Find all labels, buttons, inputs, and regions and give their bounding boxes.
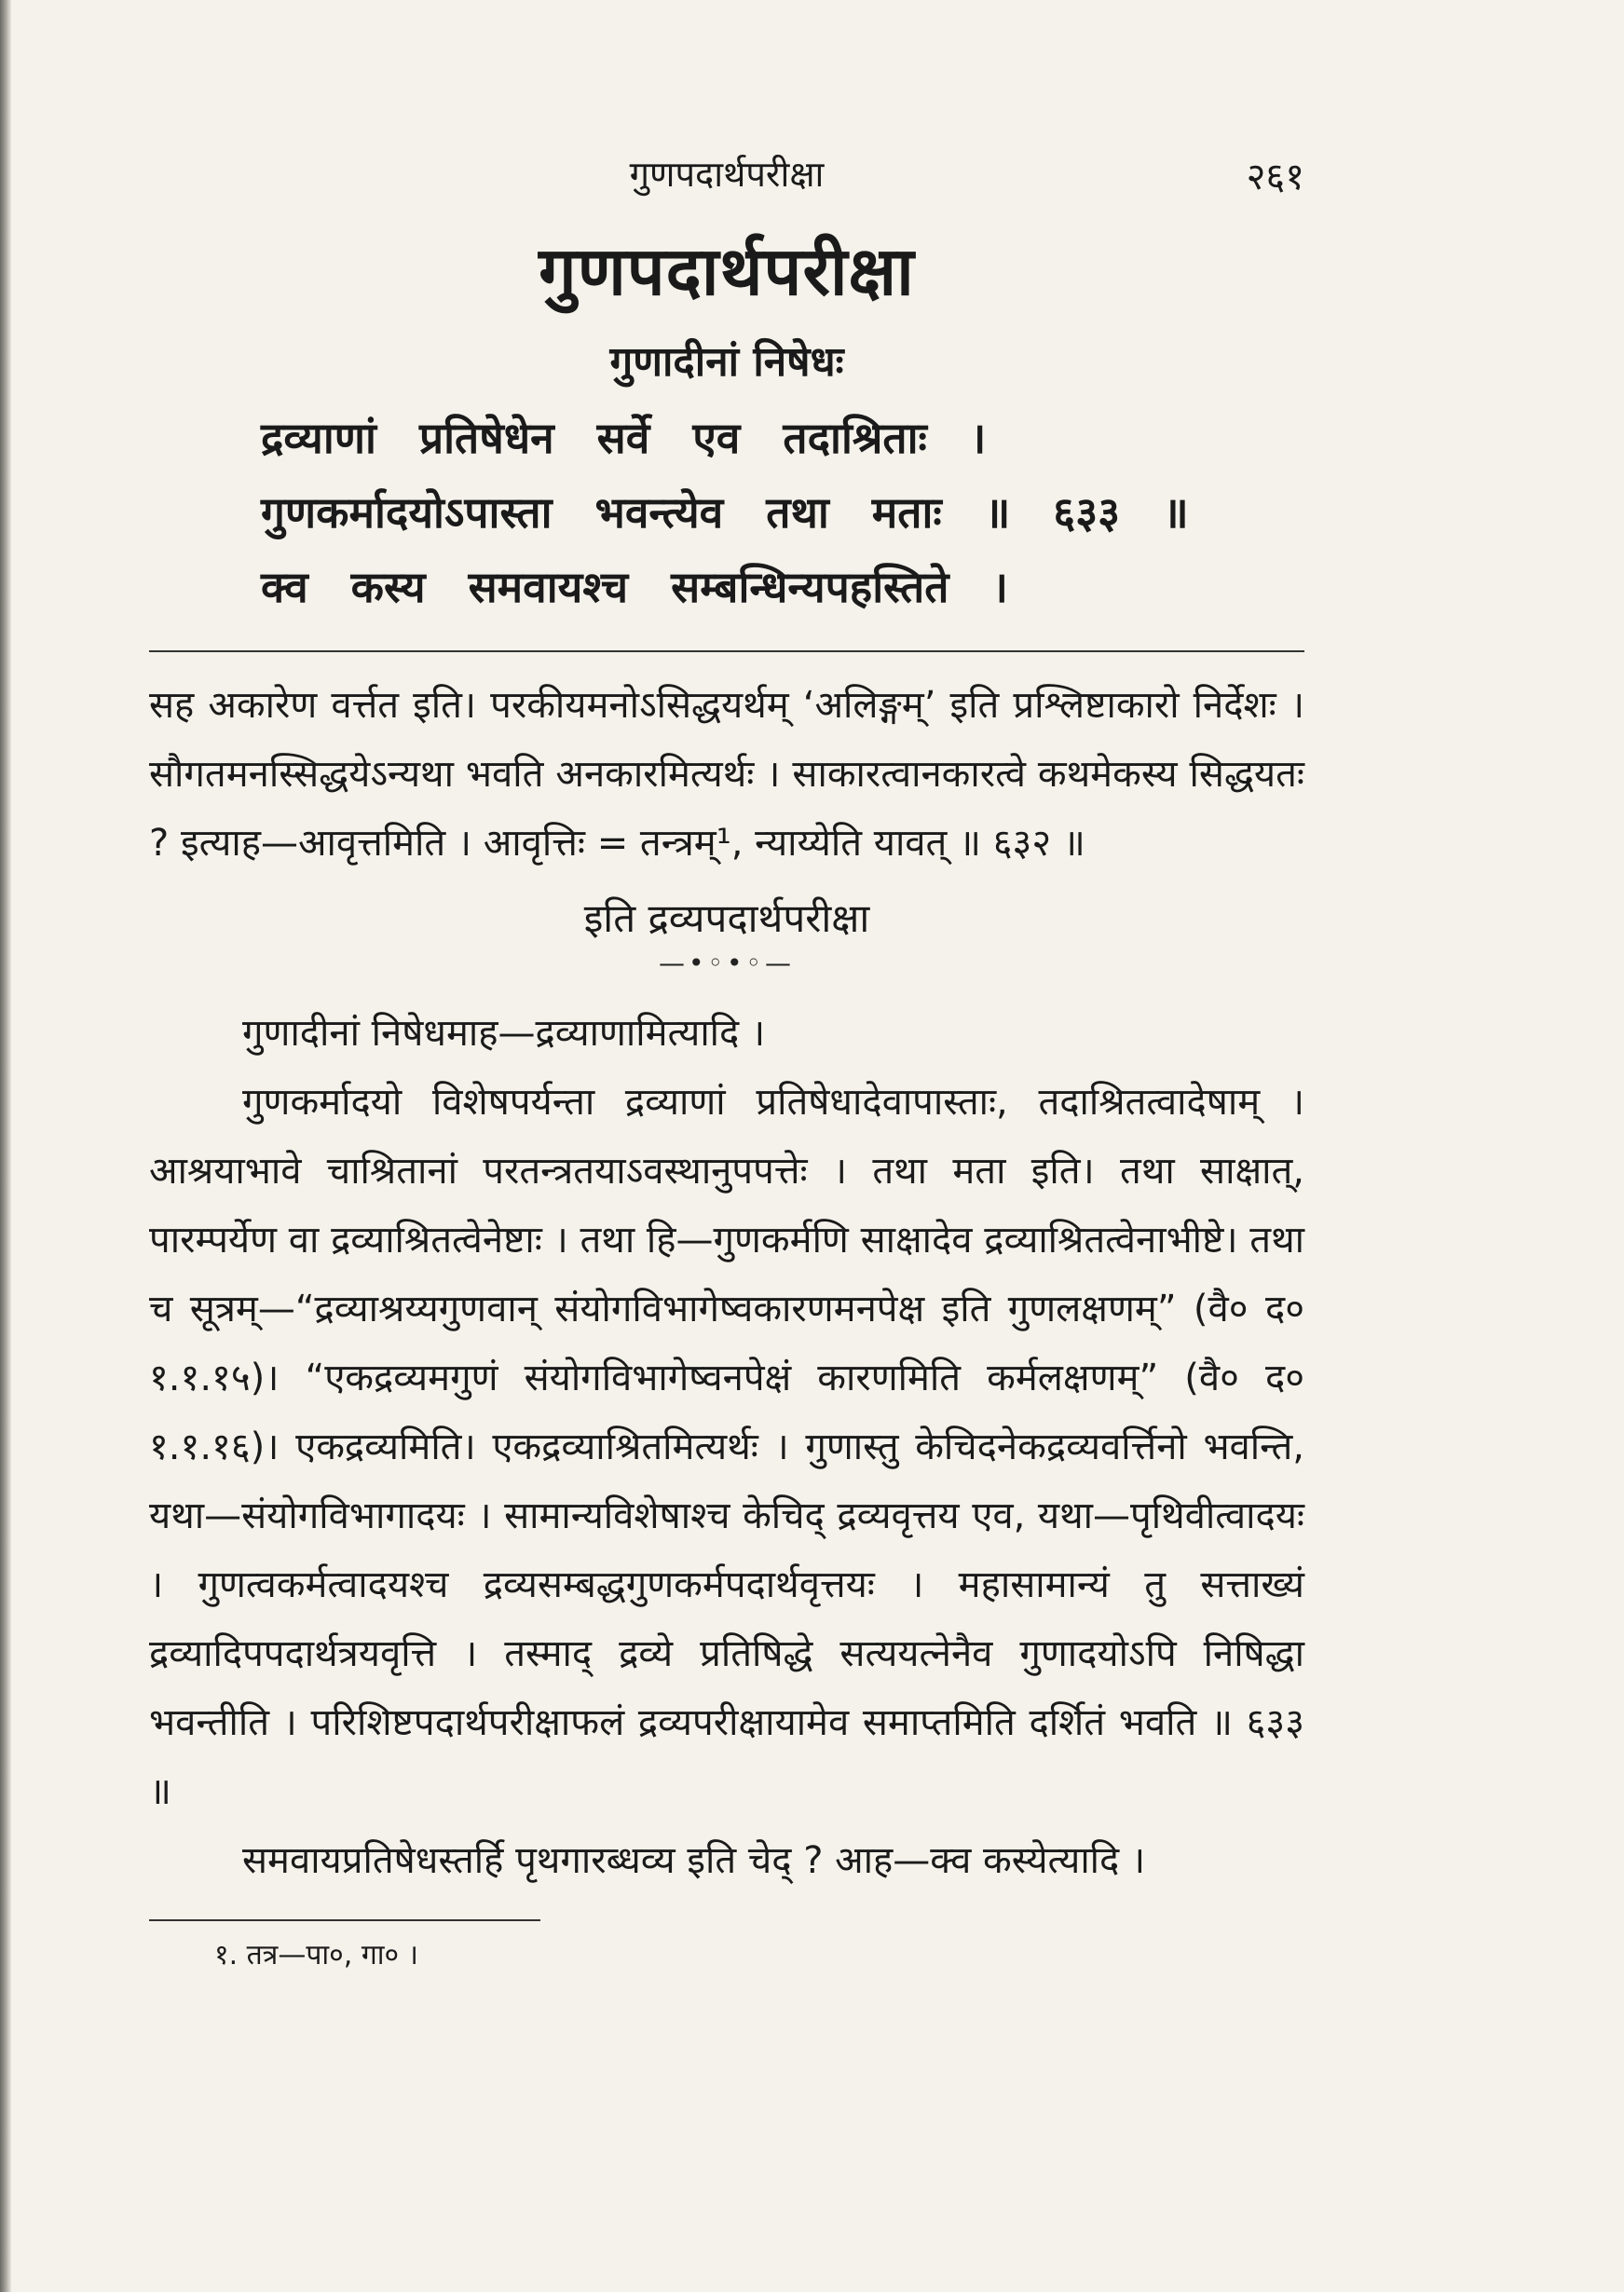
page-number: २६१ xyxy=(1246,156,1304,198)
commentary-paragraph: गुणकर्मादयो विशेषपर्यन्ता द्रव्याणां प्रतिषेधादेवापास्ताः, तदाश्रितत्वादेषाम् । आश्रयाभावे चाश्रितानां परतन्त्रतयाऽवस्थानुपपत्तेः । तथा मता इति। तथा साक्षात्, पारम्पर्येण वा द्रव्याश्रितत्वेनेष्टाः । तथा हि—गुणकर्मणि साक्षादेव द्रव्याश्रितत्वेनाभीष्टे। तथा च सूत्रम्—“द्रव्याश्रय्यगुणवान् संयोगविभागेष्वकारणमनपेक्ष इति गुणलक्षणम्” (वै० द० १.१.१५)। “एकद्रव्यमगुणं संयोगविभागेष्वनपेक्षं कारणमिति कर्मलक्षणम्” (वै० द० १.१.१६)। एकद्रव्यमिति। एकद्रव्याश्रितमित्यर्थः । गुणास्तु केचिदनेकद्रव्यवर्त्तिनो भवन्ति, यथा—संयोगविभागादयः । सामान्यविशेषाश्च केचिद् द्रव्यवृत्तय एव, यथा—पृथिवीत्वादयः । गुणत्वकर्मत्वादयश्च द्रव्यसम्बद्धगुणकर्मपदार्थवृत्तयः । महासामान्यं तु सत्ताख्यं द्रव्यादिपपदार्थत्रयवृत्ति । तस्माद् द्रव्ये प्रतिषिद्धे सत्ययत्नेनैव गुणादयोऽपि निषिद्धा भवन्तीति । परिशिष्टपदार्थपरीक्षाफलं द्रव्यपरीक्षायामेव समाप्तमिति दर्शितं भवति ॥ ६३३ ॥ xyxy=(149,1081,1304,1813)
commentary-main xyxy=(149,999,1304,1895)
verse-line: गुणकर्मादयोऽपास्ता भवन्त्येव तथा मताः ॥ ६३३ ॥ xyxy=(261,487,1189,538)
ornament-divider: —•◦•◦— xyxy=(658,948,796,978)
running-title: गुणपदार्थपरीक्षा xyxy=(629,154,825,195)
section-subtitle: गुणादीनां निषेधः xyxy=(609,338,844,386)
divider-rule xyxy=(149,650,1304,652)
verse-line: क्व कस्य समवायश्च सम्बन्धिन्यपहस्तिते । xyxy=(261,562,1008,612)
chapter-title: गुणपदार्थपरीक्षा xyxy=(539,232,915,310)
verse-line: द्रव्याणां प्रतिषेधेन सर्वे एव तदाश्रिताः । xyxy=(261,413,987,463)
commentary-paragraph: गुणादीनां निषेधमाह—द्रव्याणामित्यादि । xyxy=(242,1012,766,1055)
running-head xyxy=(149,130,1304,205)
verse-block xyxy=(149,401,1304,624)
footnote: १. तत्र—पा०, गा० । xyxy=(214,1939,418,1971)
footnote-rule xyxy=(149,1919,540,1921)
commentary-paragraph: समवायप्रतिषेधस्तर्हि पृथगारब्धव्य इति चेद् ? आह—क्व कस्येत्यादि । xyxy=(242,1839,1146,1882)
commentary-paragraph: सह अकारेण वर्त्तत इति। परकीयमनोऽसिद्धयर्थम् ‘अलिङ्गम्’ इति प्रश्लिष्टाकारो निर्देशः । सौगतमनस्सिद्धयेऽन्यथा भवति अनकारमित्यर्थः । साकारत्वानकारत्वे कथमेकस्य सिद्धयतः ? इत्याह—आवृत्तमिति । आवृत्तिः = तन्त्रम्¹, न्याय्येति यावत् ॥ ६३२ ॥ xyxy=(149,684,1304,865)
binding-edge xyxy=(0,0,11,2292)
page xyxy=(149,130,1304,1972)
section-end-title: इति द्रव्यपदार्थपरीक्षा xyxy=(583,895,870,941)
commentary-top xyxy=(149,671,1304,878)
